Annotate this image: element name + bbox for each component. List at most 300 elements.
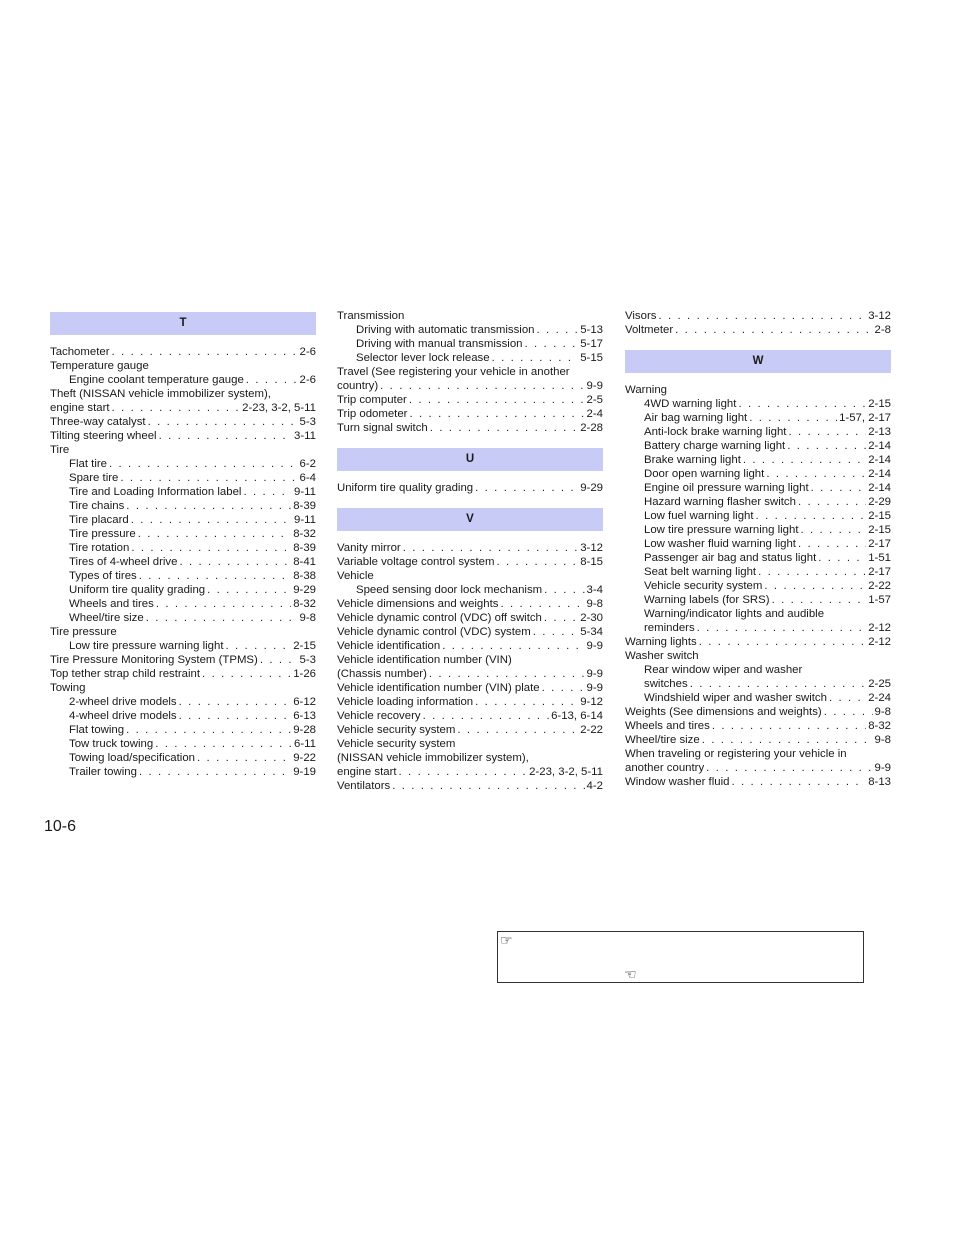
dot-leader: [112, 345, 298, 359]
dot-leader: [380, 379, 584, 393]
dot-leader: [525, 337, 579, 351]
entry-page-ref: 9-29: [293, 584, 316, 596]
entry-page-ref: 2-12: [868, 622, 891, 634]
dot-leader: [699, 635, 866, 649]
entry-page-ref: 5-34: [580, 626, 603, 638]
dot-leader: [207, 583, 291, 597]
entry-label: Engine coolant temperature gauge: [69, 374, 244, 386]
index-entry: [625, 495, 891, 509]
entry-label: Low washer fluid warning light: [644, 538, 796, 550]
dot-leader: [442, 639, 584, 653]
index-entry: [50, 639, 316, 653]
dot-leader: [155, 737, 292, 751]
dot-leader: [131, 541, 291, 555]
entry-label: Types of tires: [69, 570, 137, 582]
index-entry: [50, 695, 316, 709]
index-heading: Washer switch: [625, 650, 699, 662]
index-heading: Rear window wiper and washer: [644, 664, 803, 676]
entry-page-ref: 2-22: [868, 580, 891, 592]
entry-label: 2-wheel drive models: [69, 696, 177, 708]
dot-leader: [475, 695, 578, 709]
entry-page-ref: 9-22: [293, 752, 316, 764]
entry-label: Tachometer: [50, 346, 110, 358]
entry-page-ref: 8-32: [868, 720, 891, 732]
entry-label: Anti-lock brake warning light: [644, 426, 787, 438]
index-entry: [50, 765, 316, 779]
entry-page-ref: 5-15: [580, 352, 603, 364]
pointing-hand-icon: ☞: [500, 932, 513, 948]
entry-label: Towing load/specification: [69, 752, 196, 764]
dot-leader: [702, 733, 873, 747]
index-entry: [625, 411, 891, 425]
index-entry: [50, 401, 316, 415]
entry-page-ref: 6-13, 6-14: [551, 710, 603, 722]
dot-leader: [743, 453, 866, 467]
entry-page-ref: 2-23, 3-2, 5-11: [529, 766, 603, 778]
dot-leader: [533, 625, 578, 639]
entry-label: Warning labels (for SRS): [644, 594, 770, 606]
section-header: U: [337, 448, 603, 471]
spacer: [337, 495, 603, 508]
entry-page-ref: 9-8: [299, 612, 316, 624]
dot-leader: [260, 653, 298, 667]
entry-label: Brake warning light: [644, 454, 741, 466]
index-heading: Theft (NISSAN vehicle immobilizer system),: [50, 388, 271, 400]
dot-leader: [787, 439, 866, 453]
index-entry: [337, 709, 603, 723]
dot-leader: [766, 467, 866, 481]
dot-leader: [409, 393, 585, 407]
entry-page-ref: 4-2: [586, 780, 603, 792]
entry-label: 4WD warning light: [644, 398, 737, 410]
index-entry: [50, 709, 316, 723]
dot-leader: [457, 723, 578, 737]
entry-page-ref: 2-22: [580, 724, 603, 736]
index-heading: Warning: [625, 384, 667, 396]
entry-page-ref: 2-30: [580, 612, 603, 624]
index-entry: [337, 555, 603, 569]
entry-label: Tire pressure: [69, 528, 136, 540]
index-entry: [50, 499, 316, 513]
dot-leader: [675, 323, 872, 337]
entry-page-ref: 8-32: [293, 598, 316, 610]
entry-label: Vehicle dynamic control (VDC) off switch: [337, 612, 542, 624]
index-entry: [625, 621, 891, 635]
entry-label: Trailer towing: [69, 766, 137, 778]
entry-label: Hazard warning flasher switch: [644, 496, 796, 508]
entry-page-ref: 6-13: [293, 710, 316, 722]
index-entry: [50, 471, 316, 485]
entry-page-ref: 1-51: [868, 552, 891, 564]
dot-leader: [492, 351, 579, 365]
entry-page-ref: 2-23, 3-2, 5-11: [242, 402, 316, 414]
index-entry: [337, 583, 603, 597]
entry-page-ref: 2-28: [580, 422, 603, 434]
index-column-3: [625, 309, 891, 789]
entry-label: Vehicle loading information: [337, 696, 474, 708]
entry-page-ref: 9-28: [293, 724, 316, 736]
index-entry: [625, 467, 891, 481]
entry-label: Air bag warning light: [644, 412, 748, 424]
dot-leader: [758, 565, 866, 579]
index-heading: Vehicle identification number (VIN): [337, 654, 512, 666]
entry-label: (Chassis number): [337, 668, 427, 680]
entry-label: Low tire pressure warning light: [644, 524, 799, 536]
index-entry: [625, 705, 891, 719]
index-entry: [50, 611, 316, 625]
index-column-1: [50, 309, 316, 779]
entry-label: Visors: [625, 310, 657, 322]
entry-label: Wheel/tire size: [625, 734, 700, 746]
entry-label: Passenger air bag and status light: [644, 552, 817, 564]
dot-leader: [824, 705, 873, 719]
index-entry: [625, 691, 891, 705]
entry-page-ref: 9-11: [294, 486, 316, 498]
entry-label: reminders: [644, 622, 695, 634]
index-entry: [625, 719, 891, 733]
entry-label: Ventilators: [337, 780, 391, 792]
spacer: [625, 373, 891, 383]
entry-page-ref: 9-29: [580, 482, 603, 494]
index-entry: [50, 751, 316, 765]
entry-label: Three-way catalyst: [50, 416, 146, 428]
entry-label: Engine oil pressure warning light: [644, 482, 809, 494]
entry-label: Vanity mirror: [337, 542, 401, 554]
entry-label: engine start: [50, 402, 110, 414]
entry-page-ref: 8-39: [293, 500, 316, 512]
dot-leader: [829, 691, 866, 705]
entry-label: Uniform tire quality grading: [69, 584, 206, 596]
entry-page-ref: 9-19: [293, 766, 316, 778]
entry-page-ref: 9-8: [586, 598, 603, 610]
index-entry: [337, 695, 603, 709]
entry-label: Battery charge warning light: [644, 440, 786, 452]
entry-page-ref: 9-8: [874, 706, 891, 718]
dot-leader: [202, 667, 291, 681]
dot-leader: [399, 765, 528, 779]
dot-leader: [749, 411, 837, 425]
index-entry: [337, 597, 603, 611]
entry-page-ref: 2-15: [868, 398, 891, 410]
dot-leader: [120, 471, 297, 485]
entry-label: Flat towing: [69, 724, 125, 736]
dot-leader: [690, 677, 867, 691]
index-entry: [337, 323, 603, 337]
dot-leader: [409, 407, 584, 421]
entry-label: Tire chains: [69, 500, 125, 512]
index-entry: [50, 737, 316, 751]
entry-page-ref: 2-24: [868, 692, 891, 704]
index-entry: [625, 425, 891, 439]
index-entry: [625, 775, 891, 789]
entry-label: country): [337, 380, 379, 392]
entry-label: Tire rotation: [69, 542, 130, 554]
dot-leader: [764, 579, 866, 593]
entry-page-ref: 9-11: [294, 514, 316, 526]
entry-page-ref: 8-38: [293, 570, 316, 582]
entry-label: Weights (See dimensions and weights): [625, 706, 822, 718]
entry-label: Vehicle identification number (VIN) plate: [337, 682, 540, 694]
dot-leader: [496, 555, 578, 569]
page-number: 10-6: [44, 818, 77, 835]
entry-page-ref: 8-41: [293, 556, 316, 568]
entry-label: Tire and Loading Information label: [69, 486, 242, 498]
index-entry: [337, 639, 603, 653]
entry-label: Tire Pressure Monitoring System (TPMS): [50, 654, 258, 666]
dot-leader: [756, 509, 867, 523]
index-entry: [625, 509, 891, 523]
index-entry: [625, 537, 891, 551]
dot-leader: [112, 401, 241, 415]
index-entry: [625, 309, 891, 323]
dot-leader: [544, 611, 578, 625]
entry-page-ref: 3-12: [580, 542, 603, 554]
entry-label: Vehicle dimensions and weights: [337, 598, 499, 610]
dot-leader: [179, 709, 292, 723]
entry-label: 4-wheel drive models: [69, 710, 177, 722]
index-entry: [625, 523, 891, 537]
entry-label: Window washer fluid: [625, 776, 730, 788]
dot-leader: [109, 457, 298, 471]
dot-leader: [131, 513, 292, 527]
index-entry: [50, 583, 316, 597]
entry-page-ref: 3-12: [868, 310, 891, 322]
dot-leader: [243, 485, 292, 499]
entry-label: Wheels and tires: [625, 720, 710, 732]
dot-leader: [197, 751, 291, 765]
index-entry: [337, 765, 603, 779]
dot-leader: [537, 323, 579, 337]
dot-leader: [429, 667, 585, 681]
entry-page-ref: 2-6: [299, 346, 316, 358]
entry-page-ref: 5-13: [580, 324, 603, 336]
index-heading: Tire pressure: [50, 626, 117, 638]
section-header: V: [337, 508, 603, 531]
dot-leader: [712, 719, 866, 733]
entry-label: Vehicle recovery: [337, 710, 421, 722]
entry-page-ref: 2-12: [868, 636, 891, 648]
entry-page-ref: 6-12: [293, 696, 316, 708]
index-entry: [50, 513, 316, 527]
entry-page-ref: 5-17: [580, 338, 603, 350]
index-entry: [625, 551, 891, 565]
index-entry: [50, 457, 316, 471]
entry-page-ref: 9-9: [586, 640, 603, 652]
index-entry: [50, 653, 316, 667]
entry-page-ref: 8-32: [293, 528, 316, 540]
index-entry: [625, 677, 891, 691]
index-entry: [625, 439, 891, 453]
entry-label: Driving with manual transmission: [356, 338, 523, 350]
entry-page-ref: 2-13: [868, 426, 891, 438]
dot-leader: [658, 309, 866, 323]
spacer: [337, 471, 603, 481]
section-header: T: [50, 312, 316, 335]
entry-label: Turn signal switch: [337, 422, 428, 434]
dot-leader: [403, 541, 578, 555]
index-entry: [625, 761, 891, 775]
dot-leader: [772, 593, 867, 607]
index-entry: [50, 527, 316, 541]
entry-label: Vehicle dynamic control (VDC) system: [337, 626, 531, 638]
entry-label: Tow truck towing: [69, 738, 154, 750]
index-entry: [625, 593, 891, 607]
dot-leader: [798, 495, 866, 509]
index-heading: (NISSAN vehicle immobilizer system),: [337, 752, 529, 764]
entry-label: Selector lever lock release: [356, 352, 490, 364]
entry-label: engine start: [337, 766, 397, 778]
dot-leader: [156, 597, 291, 611]
dot-leader: [139, 765, 291, 779]
entry-label: Wheel/tire size: [69, 612, 144, 624]
index-entry: [625, 579, 891, 593]
index-entry: [625, 733, 891, 747]
index-entry: [50, 373, 316, 387]
entry-page-ref: 5-3: [299, 416, 316, 428]
entry-label: Trip odometer: [337, 408, 408, 420]
dot-leader: [798, 537, 866, 551]
dot-leader: [788, 425, 866, 439]
dot-leader: [392, 779, 584, 793]
dot-leader: [148, 415, 298, 429]
index-entry: [50, 555, 316, 569]
entry-page-ref: 8-39: [293, 542, 316, 554]
dot-leader: [542, 681, 585, 695]
index-entry: [50, 485, 316, 499]
entry-page-ref: 2-15: [868, 510, 891, 522]
entry-page-ref: 2-8: [874, 324, 891, 336]
entry-page-ref: 2-14: [868, 482, 891, 494]
spacer: [337, 435, 603, 448]
dot-leader: [800, 523, 866, 537]
dot-leader: [731, 775, 866, 789]
entry-label: Flat tire: [69, 458, 107, 470]
entry-page-ref: 2-6: [299, 374, 316, 386]
spacer: [337, 531, 603, 541]
entry-page-ref: 2-25: [868, 678, 891, 690]
index-entry: [50, 569, 316, 583]
index-entry: [625, 453, 891, 467]
entry-page-ref: 9-12: [580, 696, 603, 708]
index-entry: [337, 611, 603, 625]
entry-page-ref: 2-15: [293, 640, 316, 652]
dot-leader: [423, 709, 549, 723]
index-entry: [337, 481, 603, 495]
entry-page-ref: 1-26: [293, 668, 316, 680]
index-heading: Transmission: [337, 310, 405, 322]
entry-label: Tilting steering wheel: [50, 430, 157, 442]
entry-label: switches: [644, 678, 688, 690]
entry-page-ref: 8-15: [580, 556, 603, 568]
entry-page-ref: 2-17: [868, 566, 891, 578]
index-heading: Temperature gauge: [50, 360, 149, 372]
entry-label: Door open warning light: [644, 468, 765, 480]
index-entry: [50, 429, 316, 443]
entry-page-ref: 2-14: [868, 440, 891, 452]
index-entry: [625, 635, 891, 649]
dot-leader: [126, 723, 291, 737]
entry-page-ref: 2-15: [868, 524, 891, 536]
spacer: [625, 337, 891, 350]
entry-label: Voltmeter: [625, 324, 674, 336]
dot-leader: [225, 639, 291, 653]
entry-page-ref: 6-11: [294, 738, 316, 750]
index-entry: [337, 779, 603, 793]
section-header: W: [625, 350, 891, 373]
dot-leader: [818, 551, 866, 565]
entry-page-ref: 9-9: [586, 668, 603, 680]
index-entry: [625, 481, 891, 495]
entry-label: Low fuel warning light: [644, 510, 754, 522]
dot-leader: [126, 499, 291, 513]
index-entry: [625, 565, 891, 579]
dot-leader: [738, 397, 866, 411]
index-entry: [50, 723, 316, 737]
index-heading: Tire: [50, 444, 70, 456]
dot-leader: [430, 421, 578, 435]
index-entry: [337, 393, 603, 407]
index-heading: Warning/indicator lights and audible: [644, 608, 825, 620]
entry-label: Vehicle security system: [337, 724, 456, 736]
entry-label: Vehicle security system: [644, 580, 763, 592]
dot-leader: [706, 761, 872, 775]
entry-label: Tire placard: [69, 514, 129, 526]
index-entry: [337, 625, 603, 639]
dot-leader: [179, 555, 291, 569]
entry-page-ref: 9-9: [874, 762, 891, 774]
entry-page-ref: 9-9: [586, 380, 603, 392]
index-entry: [337, 681, 603, 695]
index-entry: [337, 351, 603, 365]
entry-label: Seat belt warning light: [644, 566, 757, 578]
spacer: [50, 335, 316, 345]
entry-label: another country: [625, 762, 705, 774]
index-entry: [625, 323, 891, 337]
note-box: [497, 931, 864, 983]
dot-leader: [139, 569, 291, 583]
dot-leader: [697, 621, 867, 635]
entry-page-ref: 2-17: [868, 538, 891, 550]
index-heading: Travel (See registering your vehicle in another: [337, 366, 570, 378]
entry-label: Tires of 4-wheel drive: [69, 556, 178, 568]
index-entry: [337, 407, 603, 421]
entry-label: Warning lights: [625, 636, 697, 648]
dot-leader: [544, 583, 584, 597]
entry-page-ref: 9-8: [874, 734, 891, 746]
index-entry: [337, 667, 603, 681]
entry-page-ref: 3-11: [294, 430, 316, 442]
index-heading: When traveling or registering your vehicle in: [625, 748, 847, 760]
dot-leader: [246, 373, 298, 387]
entry-page-ref: 6-4: [299, 472, 316, 484]
entry-page-ref: 1-57: [868, 594, 891, 606]
entry-page-ref: 9-9: [586, 682, 603, 694]
entry-label: Top tether strap child restraint: [50, 668, 201, 680]
index-entry: [50, 597, 316, 611]
index-heading: Vehicle security system: [337, 738, 456, 750]
entry-label: Spare tire: [69, 472, 119, 484]
pointing-hand-icon: ☜: [624, 966, 637, 982]
index-entry: [50, 667, 316, 681]
index-entry: [625, 397, 891, 411]
dot-leader: [159, 429, 292, 443]
index-entry: [337, 337, 603, 351]
index-entry: [50, 345, 316, 359]
index-column-2: [337, 309, 603, 793]
entry-page-ref: 3-4: [586, 584, 603, 596]
entry-page-ref: 2-14: [868, 468, 891, 480]
entry-label: Speed sensing door lock mechanism: [356, 584, 543, 596]
